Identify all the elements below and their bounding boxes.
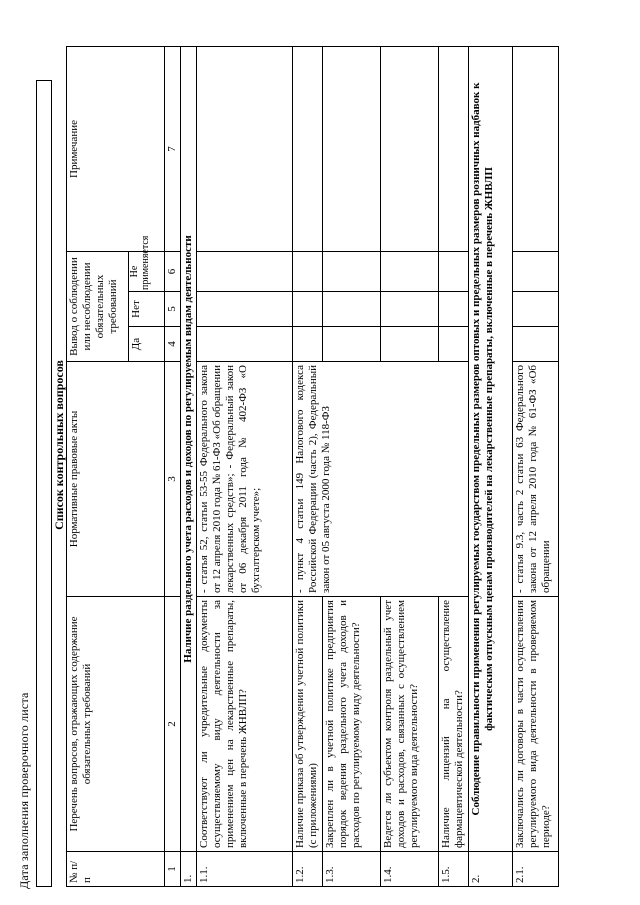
answer-na[interactable] [197,252,293,292]
answer-yes[interactable] [513,327,559,362]
answer-yes[interactable] [293,327,323,362]
col-number: 3 [165,362,181,597]
col-header-acts: Нормативные правовые акты [67,362,165,597]
section-title: Наличие раздельного учета расходов и доходов по регулируемым видам деятельности [181,47,197,852]
table-row [513,47,559,887]
answer-na[interactable] [439,252,469,292]
col-number: 2 [165,597,181,852]
row-question: Наличие лицензий на осуществление фармацевтической деятельности? [439,597,469,852]
row-number: 1.1. [197,852,293,887]
col-header-no: Нет [129,292,165,327]
answer-no[interactable] [293,292,323,327]
answer-no[interactable] [439,292,469,327]
col-number: 7 [165,47,181,252]
section-number: 1. [181,852,197,887]
col-header-note: Примечание [67,47,165,252]
row-note[interactable] [381,47,439,252]
answer-yes[interactable] [197,327,293,362]
checklist-table [66,46,559,887]
answer-no[interactable] [513,292,559,327]
row-question: Соответствуют ли учредительные документы осуществляемому виду деятельности за применением цен на лекарственные препараты, включенные в перечень ЖНВЛП? [197,597,293,852]
table-row [293,47,323,887]
col-number: 4 [165,327,181,362]
date-label: Дата заполнения проверочного листа [17,692,31,889]
row-note[interactable] [197,47,293,252]
row-question: Наличие приказа об утверждении учетной политики (с приложениями) [293,597,323,852]
section-number: 2. [469,852,513,887]
date-field [36,80,52,887]
row-number: 1.3. [323,852,381,887]
answer-yes[interactable] [439,327,469,362]
answer-no[interactable] [323,292,381,327]
col-number: 6 [165,252,181,292]
answer-na[interactable] [381,252,439,292]
row-number: 2.1. [513,852,559,887]
col-header-yes: Да [129,327,165,362]
answer-na[interactable] [293,252,323,292]
row-note[interactable] [439,47,469,252]
answer-yes[interactable] [381,327,439,362]
row-number: 1.5. [439,852,469,887]
section-title: Соблюдение правильности применения регулируемых государством предельных размеров оптовых и предельных размеров розничных надбавок к фактическим отпускным ценам производителей на лекарственные препараты, включенные в перечень ЖНВЛП [469,47,513,852]
table-row [197,47,293,887]
answer-yes[interactable] [323,327,381,362]
row-act: - статья 52, статьи 53-55 Федерального закона от 12 апреля 2010 года № 61-ФЗ «Об обращении лекарственных средств»; - Федеральный закон от 06 декабря 2011 года № 402-ФЗ «О бухгалтерском учете»; [197,362,293,597]
answer-na[interactable] [513,252,559,292]
row-note[interactable] [323,47,381,252]
col-number: 5 [165,292,181,327]
row-question: Ведется ли субъектом контроля раздельный учет доходов и расходов, связанных с осуществлением регулируемого вида деятельности? [381,597,439,852]
col-header-num: № п/п [67,852,165,887]
col-header-questions: Перечень вопросов, отражающих содержание обязательных требований [67,597,165,852]
answer-no[interactable] [197,292,293,327]
row-number: 1.2. [293,852,323,887]
row-question: Закреплен ли в учетной политике предприятия порядок ведения раздельного учета доходов и расходов по регулируемому виду деятельности? [323,597,381,852]
answer-na[interactable] [323,252,381,292]
col-header-conclusion: Вывод о соблюдении или несоблюдении обязательных требований [67,252,129,362]
row-act: - пункт 4 статьи 149 Налогового кодекса Российской Федерации (часть 2), Федеральный закон от 05 августа 2000 года № 118-ФЗ [293,362,469,597]
col-number: 1 [165,852,181,887]
row-note[interactable] [513,47,559,252]
list-title: Список контрольных вопросов [52,360,66,530]
row-act: - статья 9.3, часть 2 статьи 63 Федерального закона от 12 апреля 2010 года № 61-ФЗ «Об обращении [513,362,559,597]
answer-no[interactable] [381,292,439,327]
row-note[interactable] [293,47,323,252]
row-question: Заключались ли договоры в части осуществления регулируемого вида деятельности в проверяемом периоде? [513,597,559,852]
row-number: 1.4. [381,852,439,887]
col-header-na: Не применяется [129,252,165,292]
